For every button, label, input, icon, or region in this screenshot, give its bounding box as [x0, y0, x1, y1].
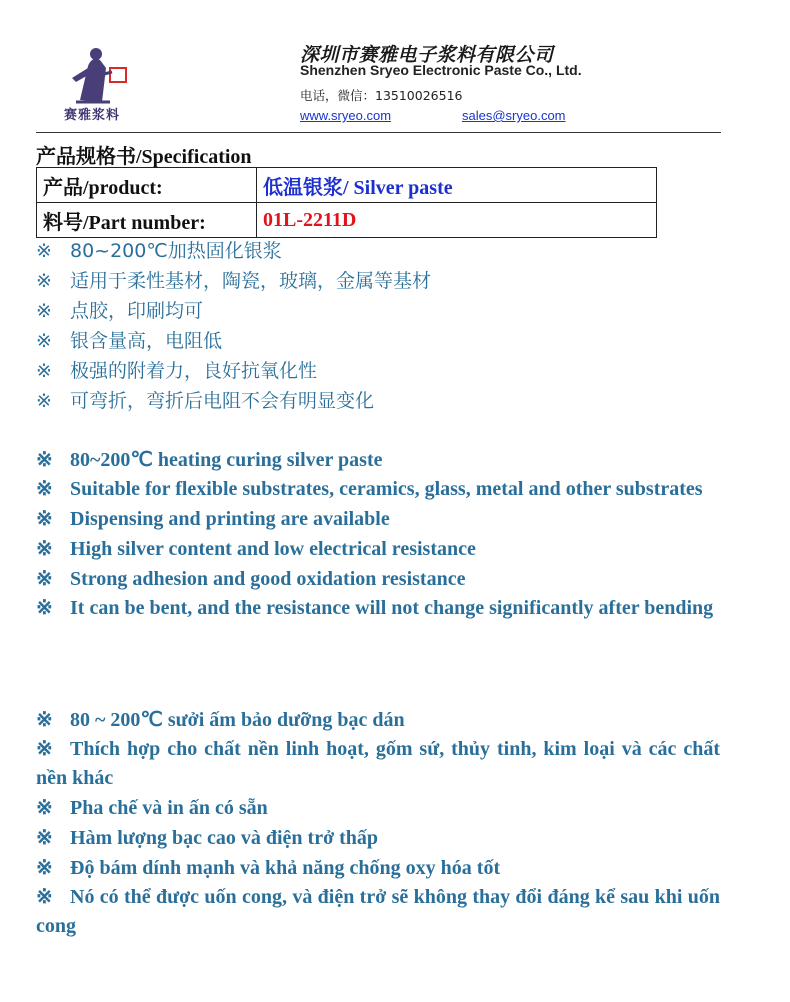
table-row [37, 203, 657, 238]
features-cn [36, 236, 720, 416]
bullet-mark: ※ [36, 390, 52, 412]
bullet-mark: ※ [36, 709, 53, 731]
bullet-mark: ※ [36, 360, 52, 382]
email-link[interactable]: sales@sryeo.com [462, 108, 566, 123]
spec-table [36, 167, 657, 238]
feature-item: ※ 80~200℃ heating curing silver paste [36, 445, 720, 475]
feature-item: ※ High silver content and low electrical resistance [36, 534, 720, 564]
feature-item: ※ Suitable for flexible substrates, ceramics, glass, metal and other substrates [36, 475, 720, 504]
bullet-mark: ※ [36, 886, 53, 908]
bullet-mark: ※ [36, 478, 53, 500]
feature-item: ※ 极强的附着力，良好抗氧化性 [36, 356, 720, 386]
feature-item: ※ 银含量高，电阻低 [36, 326, 720, 356]
bullet-mark: ※ [36, 827, 53, 849]
feature-item: ※ It can be bent, and the resistance will not change significantly after bending [36, 594, 720, 623]
bullet-mark: ※ [36, 797, 53, 819]
contact-phone: 电话，微信：13510026516 [300, 88, 463, 103]
part-number-label: 料号/Part number: [37, 203, 257, 238]
feature-item: ※ 80 ~ 200℃ sưởi ấm bảo dưỡng bạc dán [36, 705, 720, 735]
bullet-mark: ※ [36, 738, 53, 760]
feature-item: ※ Thích hợp cho chất nền linh hoạt, gốm sứ, thủy tinh, kim loại và các chất nền khác [36, 735, 720, 793]
bullet-mark: ※ [36, 857, 53, 879]
bullet-mark: ※ [36, 330, 52, 352]
logo-caption: 赛雅浆料 [64, 108, 121, 123]
product-value: 低温银浆/ Silver paste [257, 168, 657, 203]
feature-item: ※ Nó có thể được uốn cong, và điện trở sẽ không thay đổi đáng kể sau khi uốn cong [36, 883, 720, 941]
bullet-mark: ※ [36, 300, 52, 322]
features-en [36, 445, 720, 623]
feature-item: ※ Hàm lượng bạc cao và điện trở thấp [36, 823, 720, 853]
bullet-mark: ※ [36, 568, 53, 590]
feature-item: ※ Độ bám dính mạnh và khả năng chống oxy hóa tốt [36, 853, 720, 883]
company-logo [58, 38, 148, 128]
company-name-cn: 深圳市赛雅电子浆料有限公司 [300, 44, 554, 66]
website-link[interactable]: www.sryeo.com [300, 108, 392, 123]
company-name-en: Shenzhen Sryeo Electronic Paste Co., Ltd. [300, 62, 582, 78]
feature-item: ※ 点胶，印刷均可 [36, 296, 720, 326]
features-vi [36, 705, 720, 941]
table-row [37, 168, 657, 203]
feature-item: ※ 可弯折，弯折后电阻不会有明显变化 [36, 386, 720, 416]
product-label: 产品/product: [37, 168, 257, 203]
part-number-value: 01L-2211D [257, 203, 657, 238]
header-divider [36, 132, 721, 133]
bullet-mark: ※ [36, 449, 53, 471]
feature-item: ※ 80~200℃加热固化银浆 [36, 236, 720, 266]
feature-item: ※ Dispensing and printing are available [36, 504, 720, 534]
bullet-mark: ※ [36, 270, 52, 292]
feature-item: ※ Strong adhesion and good oxidation resistance [36, 564, 720, 594]
bullet-mark: ※ [36, 240, 52, 262]
bullet-mark: ※ [36, 508, 53, 530]
feature-item: ※ 适用于柔性基材，陶瓷，玻璃，金属等基材 [36, 266, 720, 296]
feature-item: ※ Pha chế và in ấn có sẵn [36, 793, 720, 823]
bullet-mark: ※ [36, 538, 53, 560]
spec-title: 产品规格书/Specification [36, 146, 252, 168]
bullet-mark: ※ [36, 597, 53, 619]
